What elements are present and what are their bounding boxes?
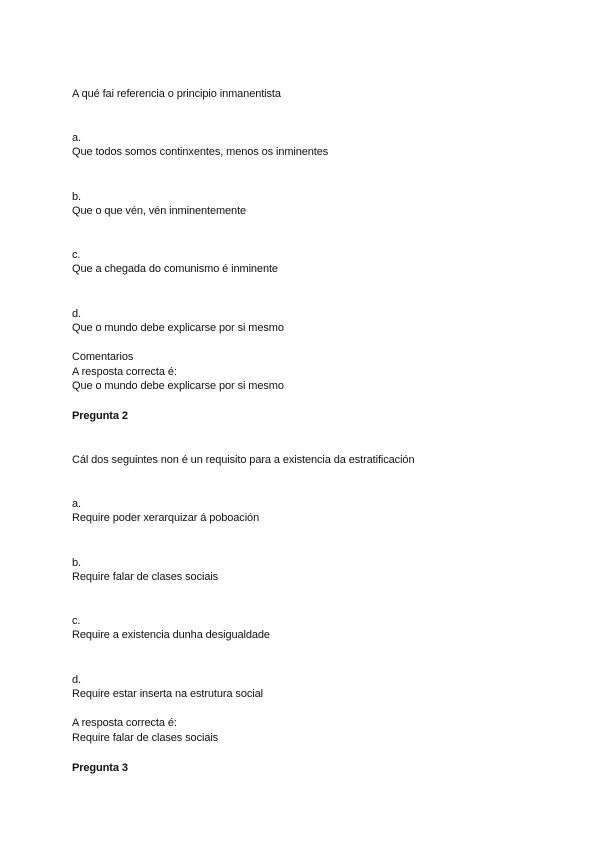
q1-option-b-text: Que o que vén, vén inminentemente <box>72 205 247 217</box>
q1-option-d-letter: d. <box>72 308 81 320</box>
q1-option-b-letter: b. <box>72 191 81 203</box>
q2-answer-label: A resposta correcta é: <box>72 717 177 729</box>
q2-answer-text: Require falar de clases sociais <box>72 732 219 744</box>
q1-comments-label: Comentarios <box>72 351 134 363</box>
q1-option-a-letter: a. <box>72 132 81 144</box>
q2-option-b-text: Require falar de clases sociais <box>72 571 219 583</box>
q1-answer-text: Que o mundo debe explicarse por si mesmo <box>72 380 284 392</box>
q1-option-c-text: Que a chegada do comunismo é inminente <box>72 263 278 275</box>
question-2-heading: Pregunta 2 <box>72 410 128 422</box>
q2-option-c-text: Require a existencia dunha desigualdade <box>72 629 270 641</box>
q1-option-a-text: Que todos somos continxentes, menos os inminentes <box>72 146 329 158</box>
q1-option-c-letter: c. <box>72 249 81 261</box>
q2-option-b-letter: b. <box>72 557 81 569</box>
question-2-text: Cál dos seguintes non é un requisito para a existencia da estratificación <box>72 454 415 466</box>
q2-option-c-letter: c. <box>72 615 81 627</box>
q2-option-d-letter: d. <box>72 674 81 686</box>
q1-option-d-text: Que o mundo debe explicarse por si mesmo <box>72 322 284 334</box>
question-3-heading: Pregunta 3 <box>72 762 128 774</box>
question-1-text: A qué fai referencia o principio inmanentista <box>72 88 281 100</box>
q2-option-a-letter: a. <box>72 498 81 510</box>
q2-option-a-text: Require poder xerarquizar á poboación <box>72 512 260 524</box>
q1-answer-label: A resposta correcta é: <box>72 366 177 378</box>
q2-option-d-text: Require estar inserta na estrutura social <box>72 688 263 700</box>
